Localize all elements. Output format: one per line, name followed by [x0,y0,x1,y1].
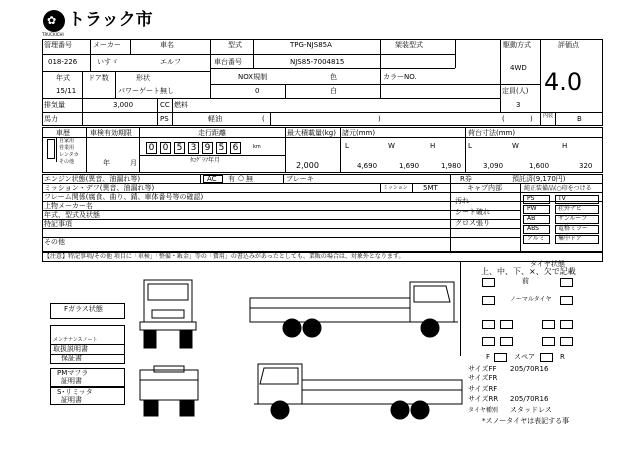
label-type: 型式 [228,41,242,49]
label-sl-cert: 証明書 [61,396,82,404]
dims-w-label: W [388,142,395,150]
label-nox: NOX規制 [238,73,268,81]
ac-none: 無 [246,175,253,183]
tire-box-rr-left-inner [500,337,513,346]
label-odometer: 走行距離 [198,129,226,137]
value-dims-l: 4,690 [357,162,378,170]
label-model-name: 車名 [160,41,174,49]
tire-box-rf-right-inner [542,320,555,329]
option-label: アルミ [527,235,545,242]
label-mission: ミッション・デフ(異音、油漏れ等) [44,184,155,192]
label-tire-normal: ノーマルタイヤ [510,296,552,303]
label-size-rf: サイズRF [468,385,498,393]
label-doors: ドア数 [88,74,109,82]
value-nox: 0 [255,87,260,95]
odometer-digit: 0 [160,142,171,154]
tire-box-rr-right [560,337,573,346]
bed-l-label: L [468,142,472,150]
odometer-unit: km [253,144,261,150]
label-engine: エンジン状態(異音、油漏れ等) [44,175,141,183]
notice-text: 【注意】特記事項/その他 項目に「車検」「整備・鈑金」等の「費用」の書込みがあったとしても、業販の場合は、対象外となります。 [44,253,405,260]
label-brake: ブレーキ [286,175,314,183]
label-tire-note: *スノータイヤは表記する事 [482,417,570,425]
capacity-paren-open: ( [502,115,505,123]
value-score: 4.0 [544,68,583,96]
label-fuel: 燃料 [174,101,188,109]
value-bed-w: 1,600 [529,162,550,170]
option-label: サンルーフ [558,215,588,222]
label-color-no: カラーNO. [383,73,417,81]
label-upper-year: 年式、型式及状態 [44,211,100,219]
logo-text: トラック市 [68,10,153,30]
label-pm-muffler: PMマフラ [57,369,89,377]
label-shape: 形状 [136,74,150,82]
tire-box-rf-right [560,320,573,329]
label-special: 特記事項 [44,220,72,228]
option-label: 集中ドア [558,235,582,242]
label-spare-r: R [560,353,565,361]
odometer-digit: 6 [230,142,241,154]
value-gear: 5MT [423,184,438,192]
tire-box-rr-right-inner [542,337,555,346]
label-seat: シート破れ [455,208,490,216]
label-other: その他 [44,238,65,246]
label-ac: AC [207,175,217,183]
logo-mark-glyph: ✿ [47,14,57,27]
ac-yes: 有 [228,175,235,183]
label-score: 評価点 [558,41,579,49]
odometer-digit: 0 [146,142,157,154]
truck-side-view-left [250,282,458,337]
capacity-paren-close: ) [530,115,533,123]
label-car-history: 車歴 [56,129,70,137]
odometer-digit: 5 [216,142,227,154]
value-capacity: 3 [516,101,521,109]
label-capacity: 定員(人) [502,87,529,95]
value-dims-w: 1,690 [399,162,420,170]
label-maint-note: メンテナンスノート [53,337,98,343]
truck-front-view [140,280,196,348]
label-size-fr: サイズFR [468,374,498,382]
tire-box-spare-r [540,353,553,362]
option-label: AB [527,215,536,222]
tire-box-fr-right [560,296,573,305]
value-bed-l: 3,090 [483,162,504,170]
value-bed-h: 320 [579,162,593,170]
value-size-ff: 205/70R16 [510,365,549,373]
value-interior: B [577,115,582,123]
option-label: ABS [527,225,539,232]
label-size-ff: サイズFF [468,365,497,373]
label-spare-f: F [486,353,491,361]
odometer-digit: 9 [202,142,213,154]
label-size-rr: サイズRR [468,395,499,403]
label-ps: PS [160,115,169,123]
label-maker: メーカー [93,41,121,49]
tire-box-rr-left [482,337,495,346]
label-r-ticket: R券 [460,175,472,183]
value-deposit: 預託済(9,170円) [512,175,566,183]
odometer-digit: 5 [174,142,185,154]
label-dims: 諸元(mm) [342,129,376,137]
use-private: 自家用 [59,138,75,144]
label-drive: 駆動方式 [503,41,531,49]
label-cab: キャブ内部 [467,184,502,192]
option-label: TV [558,195,566,202]
label-mgmt-no: 管理番号 [44,41,72,49]
label-upper-maker: 上物メーカー名 [44,202,93,210]
label-mission-small: ミッション [383,185,408,191]
fuel-paren-close: ) [378,115,381,123]
label-options-title: 純正装備品(○印をつける [524,185,592,192]
value-maker: いすゞ [97,58,118,66]
truck-side-view-right [254,364,462,419]
value-size-rr: 205/70R16 [510,395,549,403]
odometer-digit: 3 [188,142,199,154]
value-max-load: 2,000 [296,161,319,170]
value-frame-no: NJS85-7004815 [290,58,345,66]
label-cc: CC [160,101,170,109]
label-pm-cert: 証明書 [61,377,82,385]
label-bed-dims: 荷台寸法(mm) [468,129,516,137]
label-tire-front: 前 [522,277,529,285]
option-label: 電格ミラー [558,225,589,232]
value-model-name: エルフ [160,58,181,66]
label-speed-limiter: S･リミッタ [57,388,93,396]
label-manual: 取扱説明書 [53,345,88,353]
truck-diagrams [130,270,470,445]
label-tire-type: タイヤ種別 [468,407,498,414]
use-commercial: 営業用 [59,145,75,151]
ac-yes-circle: ○ [238,174,245,182]
inspection-month-unit: 月 [130,159,137,167]
label-color: 色 [330,73,337,81]
option-label: PS [527,195,535,202]
tire-box-ff-left [482,278,495,287]
dims-l-label: L [345,142,349,150]
value-drive: 4WD [510,64,527,72]
value-type: TPG-NJS85A [290,41,332,49]
label-tacho: ﾀｺｸﾞﾗﾌ年月 [190,157,221,164]
label-f-glass: Fガラス状態 [64,305,103,313]
use-rental: レンタカ [59,152,79,158]
label-year: 年式 [56,74,70,82]
label-power: 馬力 [44,115,58,123]
option-label: 社外ナビ [558,205,583,212]
tire-box-rf-left-inner [500,320,513,329]
label-interior: 内装 [543,113,554,119]
option-label: PW [527,205,537,212]
label-max-load: 最大積載量(kg) [287,129,336,137]
label-frame-no: 車台番号 [214,58,242,66]
label-tire-legend: 上、中、下、×、欠で記載 [481,267,576,276]
value-tire-type: スタッドレス [510,406,552,414]
bed-w-label: W [512,142,519,150]
fuel-paren-open: ( [262,115,265,123]
label-dirt: 汚れ [455,197,469,205]
value-mgmt-no: 018-226 [48,58,78,66]
tire-box-rf-left [482,320,495,329]
value-year: 15/11 [56,87,77,95]
label-cross: クロス張り [455,219,490,227]
tire-box-ff-right [560,278,573,287]
value-fuel: 軽油 [208,115,222,123]
value-dims-h: 1,980 [441,162,462,170]
value-shape: パワーゲート無し [118,87,174,95]
inspection-year-unit: 年 [103,159,110,167]
label-warranty: 保証書 [61,354,82,362]
label-inspection: 車検有効期限 [90,129,132,137]
label-spare: スペア [514,353,535,361]
value-displacement: 3,000 [113,101,134,109]
label-tire-title: タイヤ状態 [530,260,565,268]
value-color: 白 [330,87,337,95]
tire-box-fr-left [482,296,495,305]
label-frame: フレーム関係(腐食、曲り、錆、車体番号等の確認) [44,193,204,201]
truck-rear-view [140,366,198,416]
logo-sub: TRUCKICHI [42,32,64,37]
use-other: その他 [59,159,75,165]
use-checkbox [47,139,55,159]
dims-h-label: H [430,142,436,150]
bed-h-label: H [562,142,568,150]
tire-box-spare-f [494,353,507,362]
label-body-type: 架装型式 [395,41,423,49]
label-displacement: 排気量 [44,101,65,109]
